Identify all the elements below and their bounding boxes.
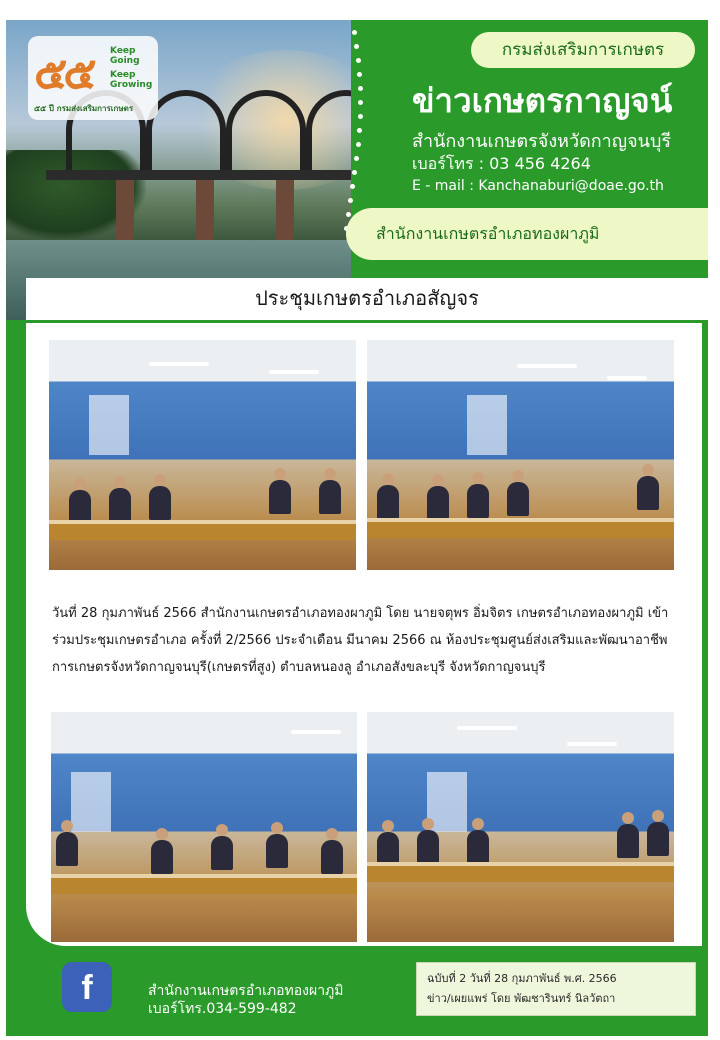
footer-office-name: สำนักงานเกษตรอำเภอทองผาภูมิ: [148, 983, 344, 999]
meeting-photo-4: [367, 712, 674, 942]
article-body-text: วันที่ 28 กุมภาพันธ์ 2566 สำนักงานเกษตรอำเภอทองผาภูมิ โดย นายจตุพร อิ่มจิตร เกษตรอำเภอทองผาภูมิ เข้าร่วมประชุมเกษตรอำเภอ ครั้งที่ 2/2566 ประจำเดือน มีนาคม 2566 ณ ห้องประชุมศูนย์ส่งเสริมและพัฒนาอาชีพการเกษตรจังหวัดกาญจนบุรี(เกษตรที่สูง) ตำบลหนองลู อำเภอสังขละบุรี จังหวัดกาญจนบุรี: [52, 606, 669, 675]
issue-number-date: ฉบับที่ 2 วันที่ 28 กุมภาพันธ์ พ.ศ. 2566: [427, 972, 617, 985]
headline-divider: [26, 320, 708, 323]
facebook-icon[interactable]: f: [62, 962, 112, 1012]
district-office-banner: สำนักงานเกษตรอำเภอทองผาภูมิ: [346, 208, 708, 260]
article-headline: ประชุมเกษตรอำเภอสัญจร: [255, 286, 479, 310]
office-email: E - mail : Kanchanaburi@doae.go.th: [412, 178, 664, 194]
newsletter-page: [6, 20, 708, 1036]
logo-keep-growing: Keep Growing: [110, 70, 153, 90]
anniversary-logo: [28, 36, 158, 120]
newsletter-footer: [6, 946, 708, 1036]
issue-info-box: [416, 962, 696, 1016]
news-credit: ข่าว/เผยแพร่ โดย พัฒชารินทร์ นิลวัตถา: [427, 992, 616, 1005]
newsletter-title: ข่าวเกษตรกาญจน์: [412, 81, 673, 120]
department-badge: กรมส่งเสริมการเกษตร: [471, 32, 695, 68]
meeting-photo-1: [49, 340, 356, 570]
office-phone: เบอร์โทร : 03 456 4264: [412, 154, 591, 173]
provincial-office-name: สำนักงานเกษตรจังหวัดกาญจนบุรี: [412, 131, 672, 152]
footer-office-phone: เบอร์โทร.034-599-482: [148, 1001, 297, 1017]
header-bridge-photo: [6, 20, 356, 320]
logo-caption: ๕๕ ปี กรมส่งเสริมการเกษตร: [34, 104, 134, 113]
logo-keep-going: Keep Going: [110, 46, 140, 66]
meeting-photo-2: [367, 340, 674, 570]
meeting-photo-3: [51, 712, 357, 942]
logo-number: ๕๕: [34, 48, 93, 99]
